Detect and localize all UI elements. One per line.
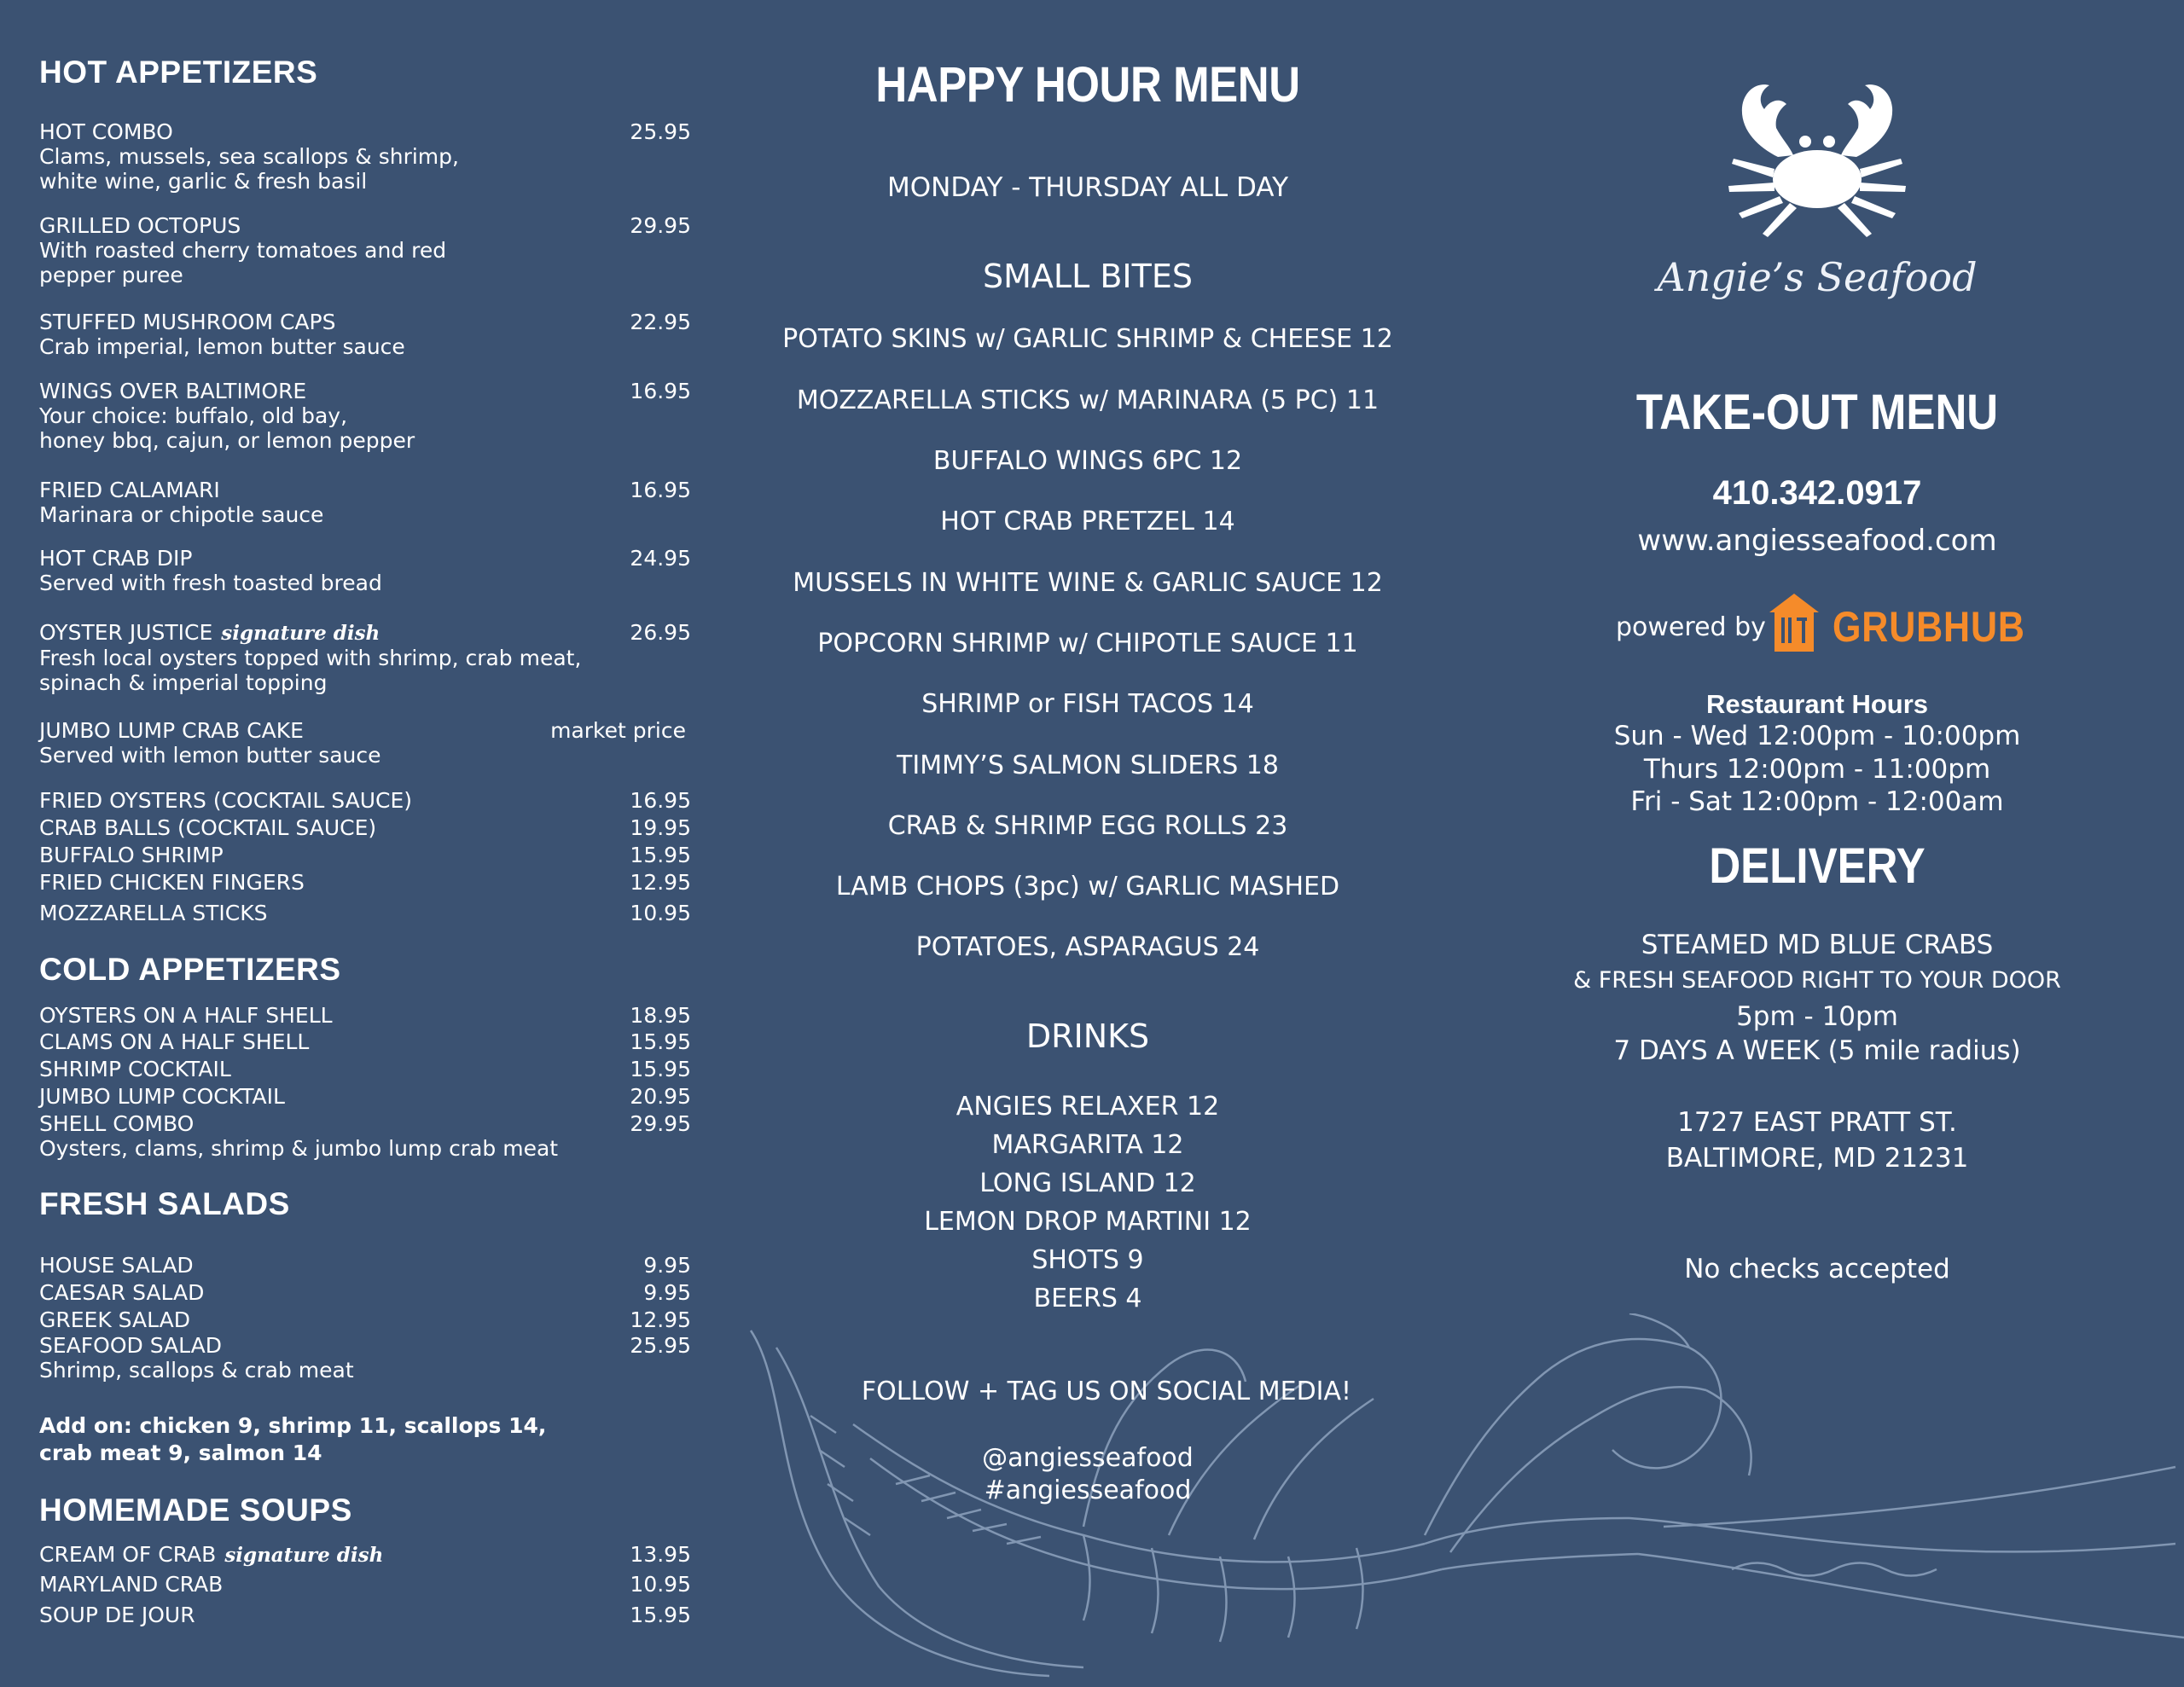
menu-item (39, 1057, 691, 1081)
delivery-line: & FRESH SEAFOOD RIGHT TO YOUR DOOR (1573, 967, 2061, 994)
small-bite-item: SHRIMP or FISH TACOS 14 (921, 689, 1254, 719)
item-name: CLAMS ON A HALF SHELL (39, 1029, 310, 1054)
item-desc: Fresh local oysters topped with shrimp, crab meat, (39, 646, 582, 670)
item-name: OYSTER JUSTICE (39, 620, 213, 645)
item-desc: Clams, mussels, sea scallops & shrimp, (39, 144, 459, 169)
menu-item (39, 119, 691, 194)
item-price: 9.95 (643, 1253, 691, 1278)
addon-line: Add on: chicken 9, shrimp 11, scallops 14, (39, 1413, 547, 1438)
item-name: FRIED CALAMARI (39, 478, 220, 502)
item-name: MARYLAND CRAB (39, 1572, 224, 1597)
brand-name: Angie’s Seafood (1657, 254, 1978, 300)
menu-item (39, 1333, 691, 1383)
menu-item (39, 1307, 691, 1332)
menu-item (39, 620, 691, 695)
addon-line: crab meat 9, salmon 14 (39, 1441, 322, 1465)
item-name: JUMBO LUMP COCKTAIL (39, 1084, 285, 1109)
item-price: 10.95 (630, 1572, 691, 1597)
fresh-salads-title: FRESH SALADS (39, 1186, 290, 1221)
social-media-callout: FOLLOW + TAG US ON SOCIAL MEDIA! (861, 1377, 1352, 1406)
left-column (39, 0, 705, 1687)
item-name: FRIED OYSTERS (COCKTAIL SAUCE) (39, 788, 413, 813)
item-price: market price (550, 718, 686, 743)
item-name: FRIED CHICKEN FINGERS (39, 870, 305, 895)
small-bite-item: MUSSELS IN WHITE WINE & GARLIC SAUCE 12 (793, 568, 1383, 598)
address-line: BALTIMORE, MD 21231 (1665, 1143, 1969, 1174)
item-desc: spinach & imperial topping (39, 670, 328, 695)
phone-number[interactable]: 410.342.0917 (1712, 474, 1922, 512)
delivery-title: DELIVERY (1709, 838, 1926, 894)
hours-line: Sun - Wed 12:00pm - 10:00pm (1613, 721, 2021, 751)
small-bite-item: HOT CRAB PRETZEL 14 (940, 507, 1235, 536)
item-name: MOZZARELLA STICKS (39, 901, 268, 925)
item-price: 10.95 (630, 901, 691, 925)
right-column (1527, 0, 2107, 1687)
delivery-line: STEAMED MD BLUE CRABS (1641, 930, 1994, 960)
item-price: 22.95 (630, 310, 691, 334)
menu-item (39, 788, 691, 813)
small-bite-item: MOZZARELLA STICKS w/ MARINARA (5 PC) 11 (796, 386, 1380, 415)
hours-line: Fri - Sat 12:00pm - 12:00am (1630, 786, 2004, 817)
small-bite-item: BUFFALO WINGS 6PC 12 (932, 446, 1243, 476)
item-price: 16.95 (630, 478, 691, 502)
item-desc: Served with fresh toasted bread (39, 571, 382, 595)
signature-dish-tag: signature dish (221, 622, 380, 645)
menu-item (39, 1003, 691, 1028)
item-desc: Crab imperial, lemon butter sauce (39, 334, 405, 359)
item-name: HOT CRAB DIP (39, 546, 193, 571)
small-bites-title: SMALL BITES (983, 258, 1193, 295)
menu-item (39, 870, 691, 895)
item-name: GREEK SALAD (39, 1307, 190, 1332)
item-desc: Marinara or chipotle sauce (39, 502, 324, 527)
delivery-line: 5pm - 10pm (1736, 1001, 1898, 1032)
item-name: SHRIMP COCKTAIL (39, 1057, 231, 1081)
item-price: 16.95 (630, 788, 691, 813)
item-price: 18.95 (630, 1003, 691, 1028)
menu-item (39, 546, 691, 595)
item-desc: Your choice: buffalo, old bay, (39, 403, 348, 428)
happy-hour-schedule: MONDAY - THURSDAY ALL DAY (886, 172, 1289, 203)
item-price: 24.95 (630, 546, 691, 571)
powered-by-label: powered by (1616, 612, 1766, 642)
item-price: 26.95 (630, 620, 691, 645)
crab-logo-icon (1698, 78, 1937, 241)
item-price: 29.95 (630, 213, 691, 238)
menu-item (39, 379, 691, 453)
takeout-title: TAKE-OUT MENU (1635, 385, 1999, 440)
small-bite-item: POPCORN SHRIMP w/ CHIPOTLE SAUCE 11 (817, 629, 1358, 658)
menu-item (39, 310, 691, 359)
payment-note: No checks accepted (1684, 1254, 1950, 1284)
homemade-soups-title: HOMEMADE SOUPS (39, 1493, 352, 1528)
item-price: 20.95 (630, 1084, 691, 1109)
drink-item: BEERS 4 (1033, 1284, 1142, 1313)
social-handle[interactable]: @angiesseafood (982, 1443, 1194, 1473)
item-desc: Oysters, clams, shrimp & jumbo lump crab meat (39, 1136, 559, 1161)
item-desc: white wine, garlic & fresh basil (39, 169, 368, 194)
delivery-line: 7 DAYS A WEEK (5 mile radius) (1613, 1035, 2021, 1066)
hours-line: Thurs 12:00pm - 11:00pm (1643, 754, 1991, 785)
menu-item (39, 843, 691, 867)
drink-item: LEMON DROP MARTINI 12 (924, 1207, 1252, 1237)
drink-item: MARGARITA 12 (991, 1130, 1184, 1160)
small-bite-item: LAMB CHOPS (3pc) w/ GARLIC MASHED (835, 872, 1340, 901)
menu-item (39, 1111, 691, 1161)
salad-addons (39, 1412, 546, 1467)
item-price: 19.95 (630, 815, 691, 840)
item-name: CREAM OF CRAB (39, 1542, 217, 1567)
small-bite-item: POTATO SKINS w/ GARLIC SHRIMP & CHEESE 12 (782, 324, 1393, 354)
cold-appetizers-title: COLD APPETIZERS (39, 952, 341, 987)
menu-item (39, 1029, 691, 1054)
menu-item (39, 213, 691, 287)
item-price: 25.95 (630, 1333, 691, 1358)
menu-item (39, 1253, 691, 1278)
grubhub-bag-icon (1766, 592, 1822, 653)
small-bite-item: TIMMY’S SALMON SLIDERS 18 (897, 751, 1279, 780)
item-name: STUFFED MUSHROOM CAPS (39, 310, 336, 334)
item-name: CRAB BALLS (COCKTAIL SAUCE) (39, 815, 377, 840)
menu-item (39, 815, 691, 840)
item-name: JUMBO LUMP CRAB CAKE (39, 718, 304, 743)
happy-hour-title: HAPPY HOUR MENU (875, 57, 1300, 113)
item-price: 15.95 (630, 1029, 691, 1054)
menu-item (39, 1280, 691, 1305)
item-name: WINGS OVER BALTIMORE (39, 379, 307, 403)
item-price: 9.95 (643, 1280, 691, 1305)
item-desc: Served with lemon butter sauce (39, 743, 381, 768)
item-name: BUFFALO SHRIMP (39, 843, 224, 867)
item-name: SOUP DE JOUR (39, 1603, 195, 1627)
middle-column (742, 0, 1433, 1687)
item-name: HOUSE SALAD (39, 1253, 194, 1278)
drink-item: LONG ISLAND 12 (979, 1168, 1196, 1198)
menu-item (39, 478, 691, 527)
drink-item: SHOTS 9 (1031, 1245, 1144, 1275)
signature-dish-tag: signature dish (224, 1544, 384, 1567)
grubhub-badge[interactable] (1527, 588, 2107, 657)
item-name: HOT COMBO (39, 119, 173, 144)
hours-title: Restaurant Hours (1705, 689, 1929, 719)
item-price: 12.95 (630, 1307, 691, 1332)
drinks-title: DRINKS (1025, 1017, 1150, 1055)
item-price: 29.95 (630, 1111, 691, 1136)
item-price: 15.95 (630, 1603, 691, 1627)
item-price: 13.95 (630, 1542, 691, 1567)
menu-item (39, 901, 691, 925)
website-link[interactable]: www.angiesseafood.com (1637, 524, 1997, 558)
item-price: 16.95 (630, 379, 691, 403)
menu-item (39, 1542, 691, 1568)
drink-item: ANGIES RELAXER 12 (956, 1092, 1220, 1122)
grubhub-wordmark: GRUBHUB (1833, 603, 2025, 651)
small-bite-item: POTATOES, ASPARAGUS 24 (915, 932, 1260, 962)
item-desc: pepper puree (39, 263, 183, 287)
menu-item (39, 1603, 691, 1627)
item-name: SEAFOOD SALAD (39, 1333, 222, 1358)
item-price: 15.95 (630, 843, 691, 867)
social-hashtag[interactable]: #angiesseafood (984, 1475, 1192, 1505)
item-name: GRILLED OCTOPUS (39, 213, 241, 238)
address-line: 1727 EAST PRATT ST. (1677, 1107, 1957, 1138)
item-price: 12.95 (630, 870, 691, 895)
item-name: OYSTERS ON A HALF SHELL (39, 1003, 333, 1028)
item-desc: honey bbq, cajun, or lemon pepper (39, 428, 415, 453)
item-price: 15.95 (630, 1057, 691, 1081)
small-bite-item: CRAB & SHRIMP EGG ROLLS 23 (887, 811, 1288, 841)
item-desc: Shrimp, scallops & crab meat (39, 1358, 354, 1383)
hot-appetizers-title: HOT APPETIZERS (39, 55, 318, 90)
menu-item (39, 1084, 691, 1109)
menu-item (39, 1572, 691, 1597)
item-desc: With roasted cherry tomatoes and red (39, 238, 447, 263)
menu-item (39, 718, 691, 768)
item-price: 25.95 (630, 119, 691, 144)
item-name: SHELL COMBO (39, 1111, 195, 1136)
item-name: CAESAR SALAD (39, 1280, 205, 1305)
